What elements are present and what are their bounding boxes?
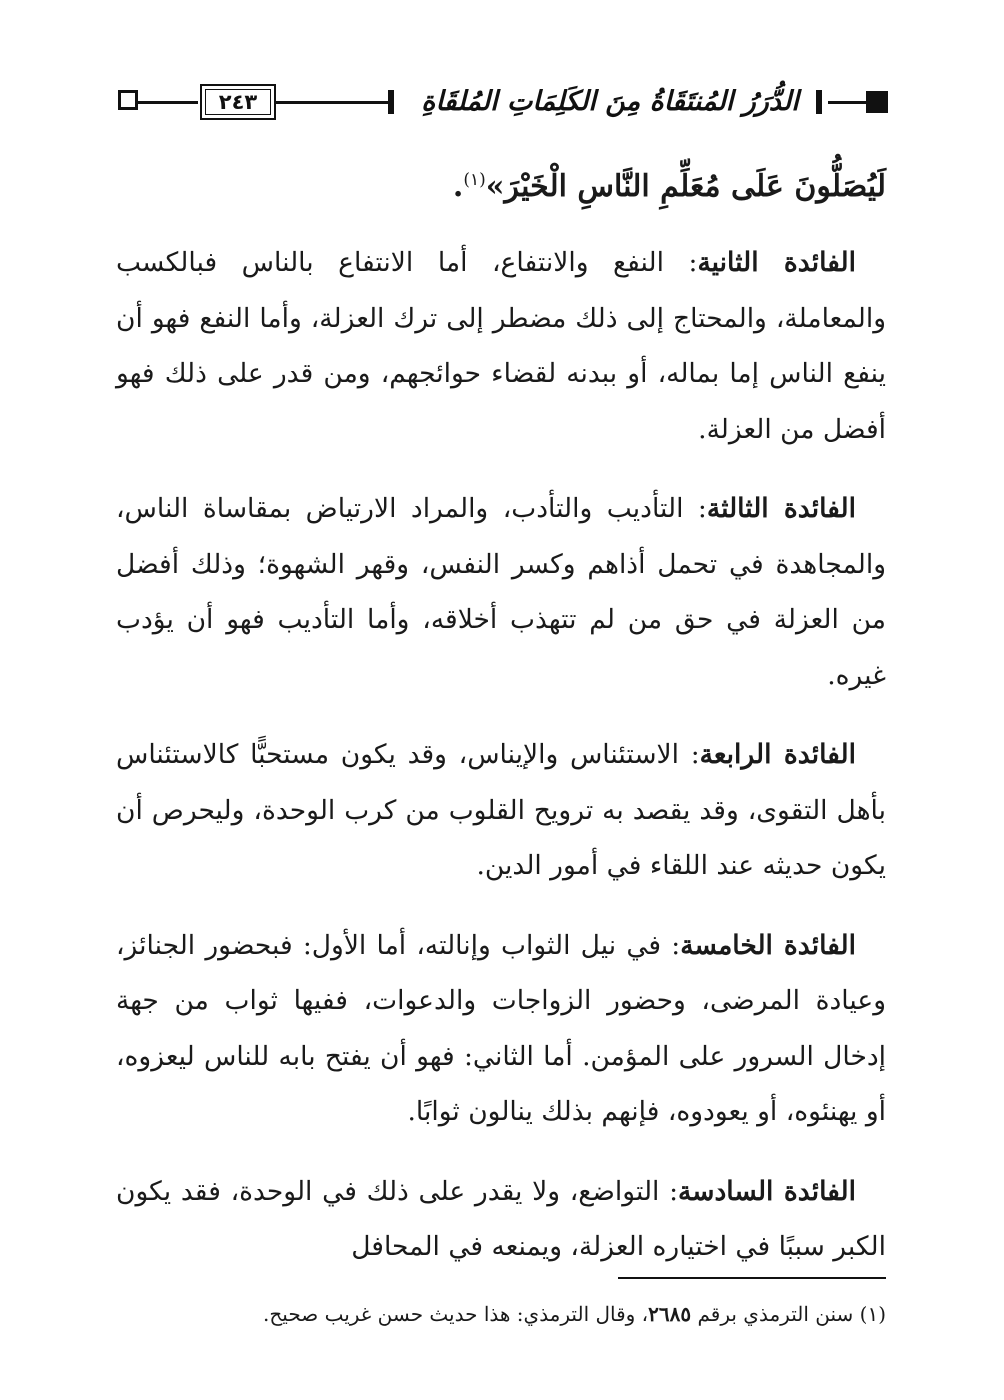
benefit-text: : التواضع، ولا يقدر على ذلك في الوحدة، فقد يكون الكبر سببًا في اختياره العزلة، ويمنعه في المحافل (116, 1175, 886, 1262)
footnote-marker: (١) (859, 1302, 886, 1326)
paragraph-benefit-3 (116, 481, 886, 703)
paragraph-benefit-6 (116, 1164, 886, 1275)
benefit-text: : التأديب والتأدب، والمراد الارتياض بمقاساة الناس، والمجاهدة في تحمل أذاهم وكسر النفس، وقهر الشهوة؛ وذلك أفضل من العزلة في حق من لم تتهذب أخلاقه، وأما التأديب فهو أن يؤدب غيره. (116, 493, 886, 691)
footnote-text-before: سنن الترمذي برقم (691, 1302, 860, 1326)
benefit-heading: الفائدة الثانية (697, 247, 856, 278)
book-title: الدُّرَرُ المُنتَقَاةُ مِنَ الكَلِمَاتِ المُلقَاةِ (421, 86, 799, 117)
footnote-text-after: ، وقال الترمذي: هذا حديث حسن غريب صحيح. (263, 1302, 649, 1326)
benefit-heading: الفائدة الثالثة (706, 493, 856, 524)
page-number-frame (200, 84, 276, 120)
benefit-text: : الاستئناس والإيناس، وقد يكون مستحبًّا كالاستئناس بأهل التقوى، وقد يقصد به ترويح القلوب من كرب الوحدة، وليحرص أن يكون حديثه عند اللقاء في أمور الدين. (116, 739, 886, 881)
page-body (116, 148, 886, 1299)
footnote-hadith-number: ٢٦٨٥ (648, 1302, 692, 1326)
header-rule (138, 101, 198, 104)
paragraph-benefit-2 (116, 235, 886, 457)
benefit-heading: الفائدة الخامسة (680, 929, 856, 961)
page-number: ٢٤٣ (218, 90, 258, 114)
footnote (116, 1296, 886, 1332)
footnote-reference[interactable]: (١) (463, 170, 486, 190)
benefit-heading: الفائدة السادسة (678, 1175, 856, 1207)
footnote-separator (618, 1277, 886, 1279)
header-ornament-bar (816, 90, 822, 114)
hadith-text: لَيُصَلُّونَ عَلَى مُعَلِّمِ النَّاسِ الْخَيْرَ» (485, 169, 886, 204)
header-rule (276, 101, 391, 104)
hadith-quote (116, 148, 886, 219)
paragraph-benefit-5 (116, 918, 886, 1140)
hadith-end: . (452, 169, 464, 204)
header-ornament-square-filled (866, 91, 888, 113)
benefit-heading: الفائدة الرابعة (699, 739, 856, 770)
paragraph-benefit-4 (116, 727, 886, 894)
page-header (118, 78, 888, 128)
header-rule (828, 101, 866, 104)
header-ornament-square-outline (118, 90, 138, 110)
benefit-text: : في نيل الثواب وإنالته، أما الأول: فبحضور الجنائز، وعيادة المرضى، وحضور الزواجات والدعوات، ففيها ثواب من جهة إدخال السرور على المؤمن. أما الثاني: فهو أن يفتح بابه للناس ليعزوه، أو يهنئوه، أو يعودوه، فإنهم بذلك ينالون ثوابًا. (116, 929, 886, 1127)
benefit-text: : النفع والانتفاع، أما الانتفاع بالناس فبالكسب والمعاملة، والمحتاج إلى ذلك مضطر إلى ترك العزلة، وأما النفع فهو أن ينفع الناس إما بماله، أو ببدنه لقضاء حوائجهم، ومن قدر على ذلك فهو أفضل من العزلة. (116, 247, 886, 445)
